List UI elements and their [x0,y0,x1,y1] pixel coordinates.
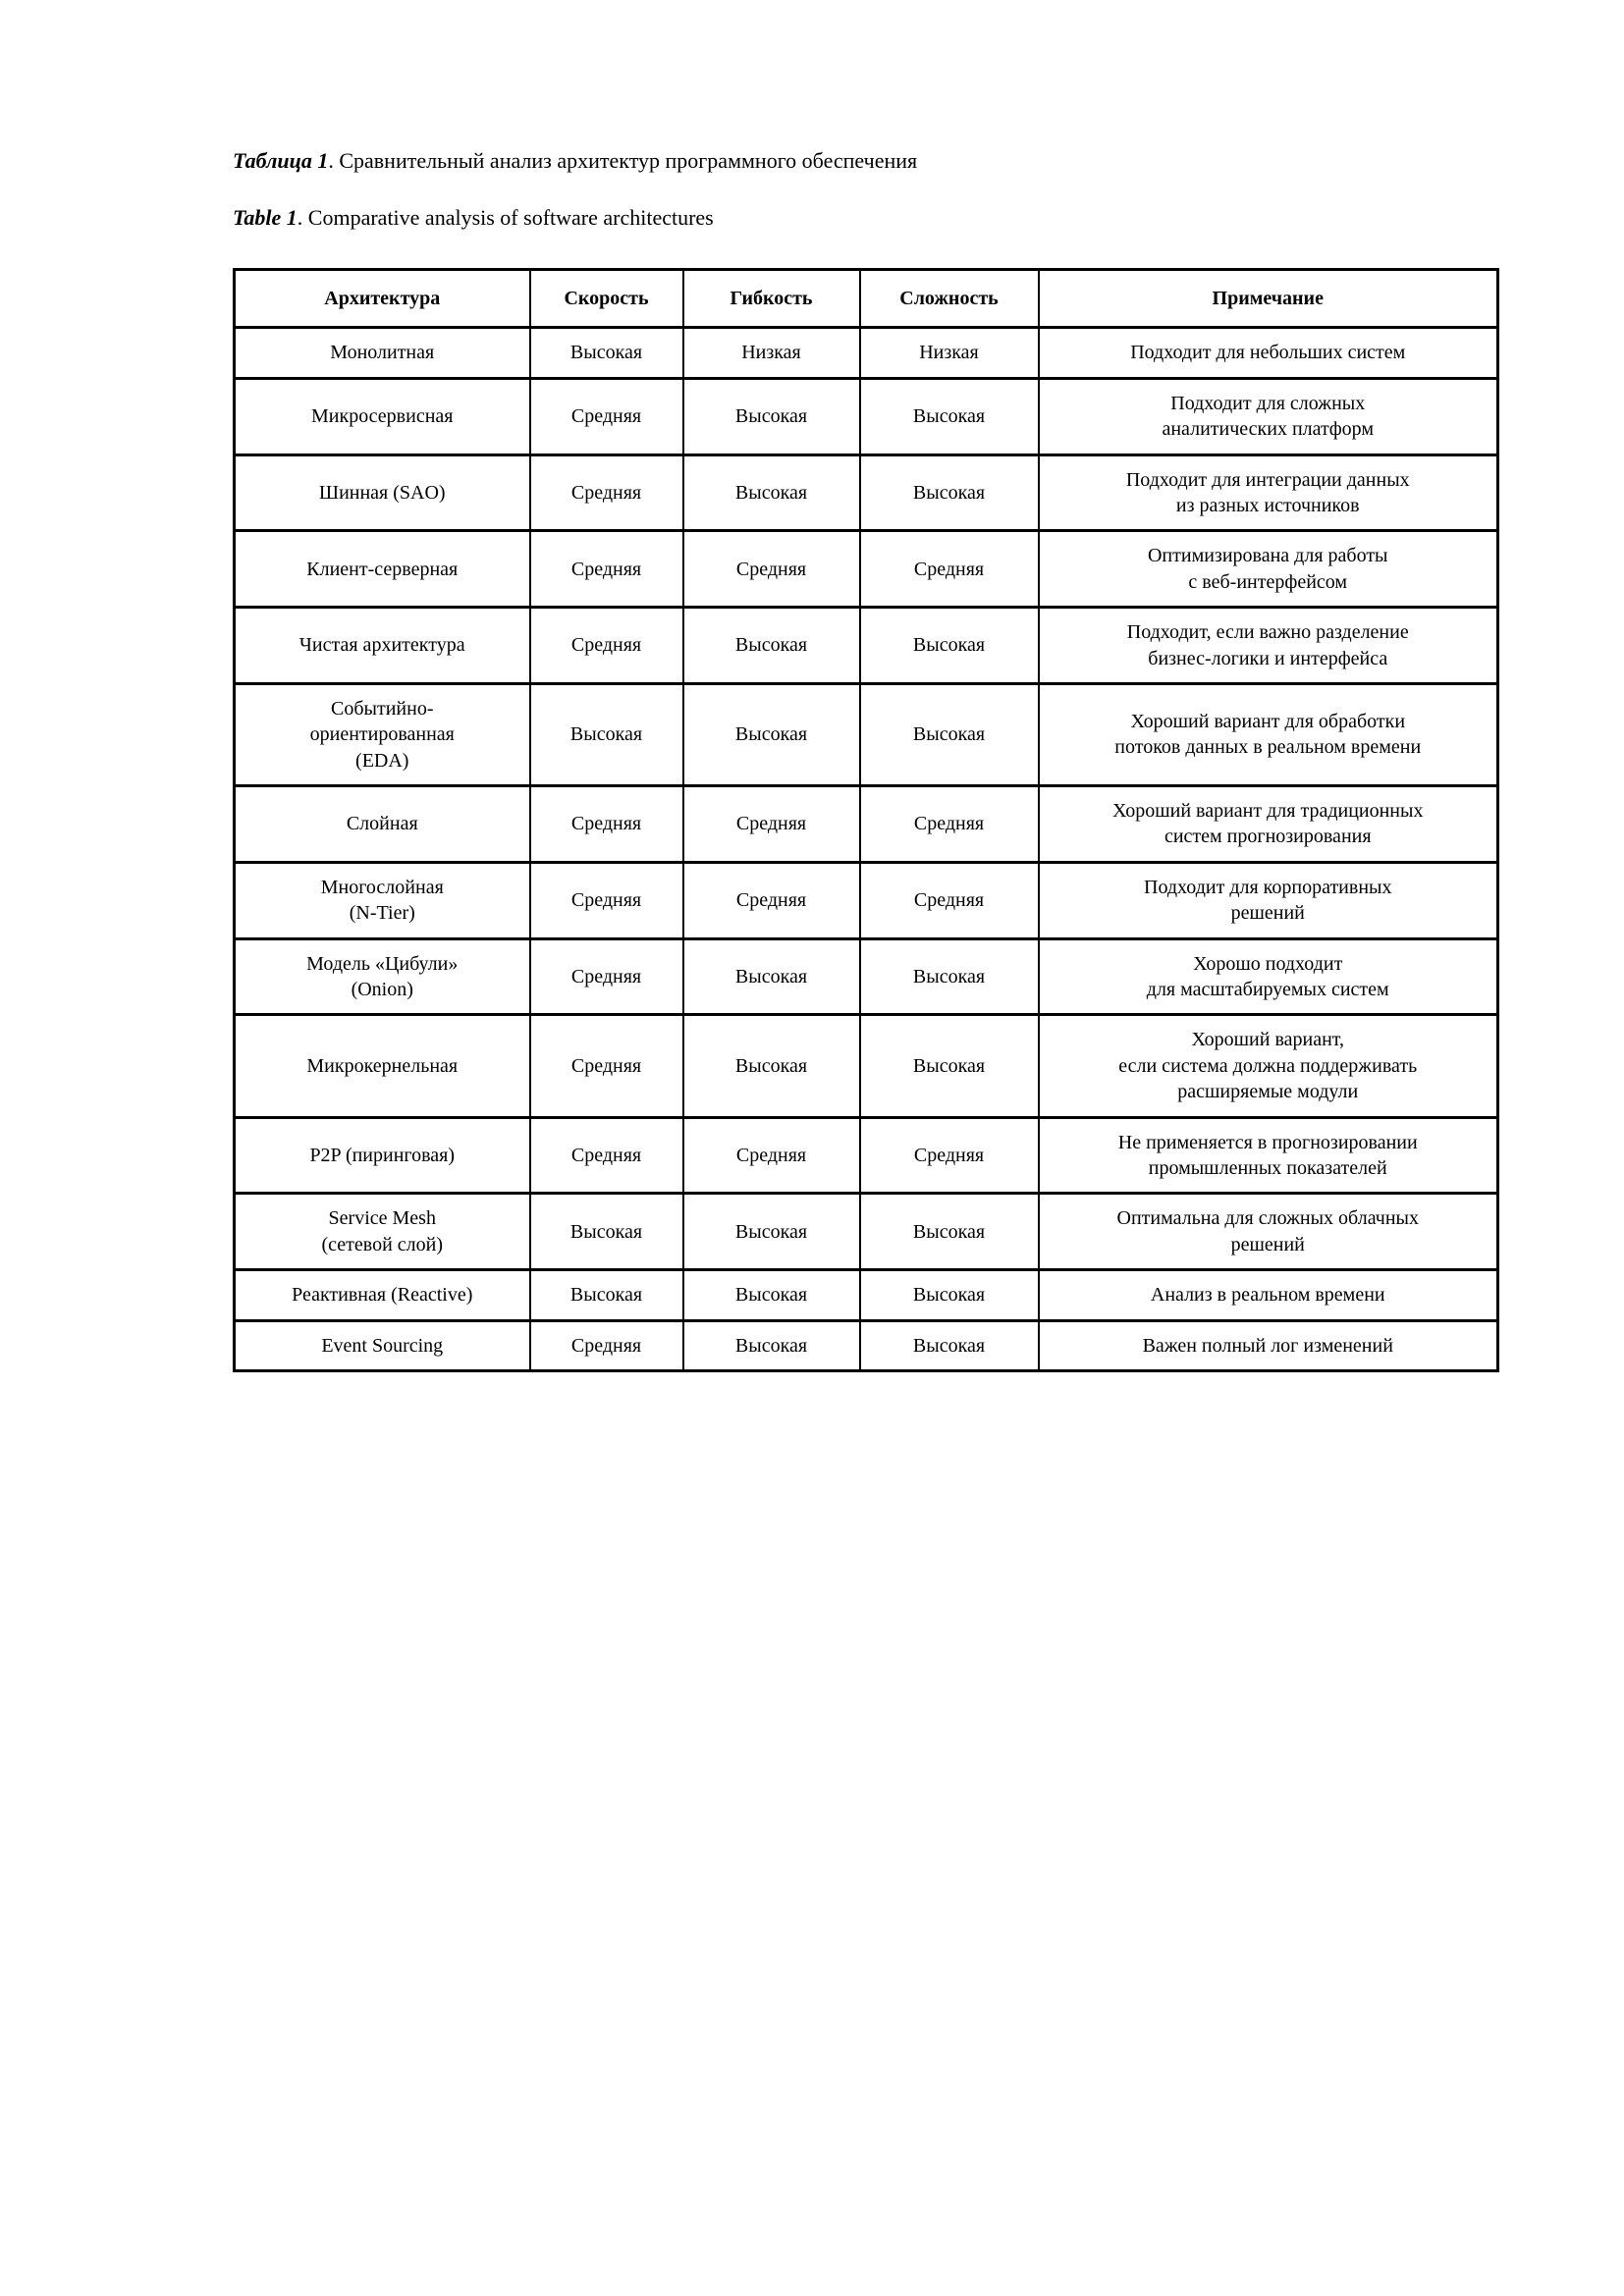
table-row [235,683,1498,785]
header-complexity: Сложность [860,270,1039,328]
comparison-table [233,268,1499,1372]
cell-architecture: Клиент-серверная [235,531,530,608]
cell-flexibility: Высокая [683,378,860,454]
cell-complexity: Высокая [860,454,1039,531]
cell-speed: Средняя [530,608,683,684]
table-row [235,328,1498,378]
cell-note: Не применяется в прогнозировании промышленных показателей [1039,1117,1498,1194]
cell-speed: Средняя [530,378,683,454]
table-row [235,786,1498,863]
table-row [235,862,1498,938]
cell-flexibility: Высокая [683,938,860,1015]
cell-complexity: Высокая [860,608,1039,684]
cell-architecture: Модель «Цибули» (Onion) [235,938,530,1015]
table-row [235,1015,1498,1117]
cell-flexibility: Высокая [683,1194,860,1270]
cell-note: Анализ в реальном времени [1039,1270,1498,1320]
cell-flexibility: Высокая [683,1320,860,1370]
cell-flexibility: Высокая [683,1015,860,1117]
table-row [235,531,1498,608]
cell-complexity: Средняя [860,862,1039,938]
cell-flexibility: Средняя [683,1117,860,1194]
cell-architecture: Шинная (SAO) [235,454,530,531]
cell-architecture: Многослойная (N-Tier) [235,862,530,938]
cell-architecture: Монолитная [235,328,530,378]
table-caption-en [233,204,1496,232]
table-caption-en-label: Table 1 [233,204,298,230]
cell-note: Подходит для корпоративных решений [1039,862,1498,938]
cell-note: Хороший вариант для традиционных систем прогнозирования [1039,786,1498,863]
cell-complexity: Высокая [860,1270,1039,1320]
cell-note: Хорошо подходит для масштабируемых систем [1039,938,1498,1015]
cell-note: Важен полный лог изменений [1039,1320,1498,1370]
cell-architecture: Микросервисная [235,378,530,454]
cell-architecture: Микрокернельная [235,1015,530,1117]
table-caption-en-text: . Comparative analysis of software architectures [297,204,714,230]
cell-architecture: Service Mesh (сетевой слой) [235,1194,530,1270]
table-row [235,1117,1498,1194]
cell-speed: Высокая [530,1270,683,1320]
cell-complexity: Средняя [860,531,1039,608]
table-row [235,1320,1498,1370]
cell-note: Подходит, если важно разделение бизнес-логики и интерфейса [1039,608,1498,684]
cell-note: Хороший вариант, если система должна поддерживать расширяемые модули [1039,1015,1498,1117]
cell-speed: Средняя [530,531,683,608]
cell-flexibility: Высокая [683,1270,860,1320]
cell-note: Подходит для интеграции данных из разных источников [1039,454,1498,531]
cell-note: Подходит для сложных аналитических платформ [1039,378,1498,454]
cell-speed: Средняя [530,862,683,938]
cell-complexity: Высокая [860,378,1039,454]
cell-speed: Высокая [530,328,683,378]
table-caption-ru-text: . Сравнительный анализ архитектур программного обеспечения [328,148,918,173]
cell-architecture: Чистая архитектура [235,608,530,684]
cell-architecture: Слойная [235,786,530,863]
table-caption-ru-label: Таблица 1 [233,148,329,173]
cell-complexity: Высокая [860,683,1039,785]
cell-complexity: Средняя [860,786,1039,863]
cell-speed: Средняя [530,1117,683,1194]
table-row [235,378,1498,454]
cell-complexity: Высокая [860,1320,1039,1370]
table-row [235,1194,1498,1270]
cell-flexibility: Средняя [683,531,860,608]
cell-note: Оптимальна для сложных облачных решений [1039,1194,1498,1270]
cell-note: Хороший вариант для обработки потоков данных в реальном времени [1039,683,1498,785]
cell-complexity: Высокая [860,938,1039,1015]
header-architecture: Архитектура [235,270,530,328]
cell-complexity: Высокая [860,1194,1039,1270]
cell-speed: Средняя [530,1320,683,1370]
cell-architecture: Реактивная (Reactive) [235,1270,530,1320]
cell-flexibility: Высокая [683,608,860,684]
table-header-row [235,270,1498,328]
cell-complexity: Средняя [860,1117,1039,1194]
cell-speed: Средняя [530,1015,683,1117]
cell-architecture: Событийно- ориентированная (EDA) [235,683,530,785]
table-row [235,938,1498,1015]
cell-note: Оптимизирована для работы с веб-интерфейсом [1039,531,1498,608]
cell-speed: Средняя [530,786,683,863]
cell-speed: Средняя [530,454,683,531]
cell-complexity: Высокая [860,1015,1039,1117]
cell-flexibility: Низкая [683,328,860,378]
table-row [235,1270,1498,1320]
page-content [233,147,1496,1372]
table-row [235,454,1498,531]
cell-flexibility: Средняя [683,786,860,863]
cell-flexibility: Средняя [683,862,860,938]
table-row [235,608,1498,684]
header-speed: Скорость [530,270,683,328]
header-note: Примечание [1039,270,1498,328]
cell-note: Подходит для небольших систем [1039,328,1498,378]
table-caption-ru [233,147,1496,175]
cell-speed: Высокая [530,1194,683,1270]
cell-speed: Высокая [530,683,683,785]
header-flexibility: Гибкость [683,270,860,328]
cell-architecture: Event Sourcing [235,1320,530,1370]
cell-speed: Средняя [530,938,683,1015]
cell-complexity: Низкая [860,328,1039,378]
cell-flexibility: Высокая [683,454,860,531]
cell-flexibility: Высокая [683,683,860,785]
cell-architecture: P2P (пиринговая) [235,1117,530,1194]
